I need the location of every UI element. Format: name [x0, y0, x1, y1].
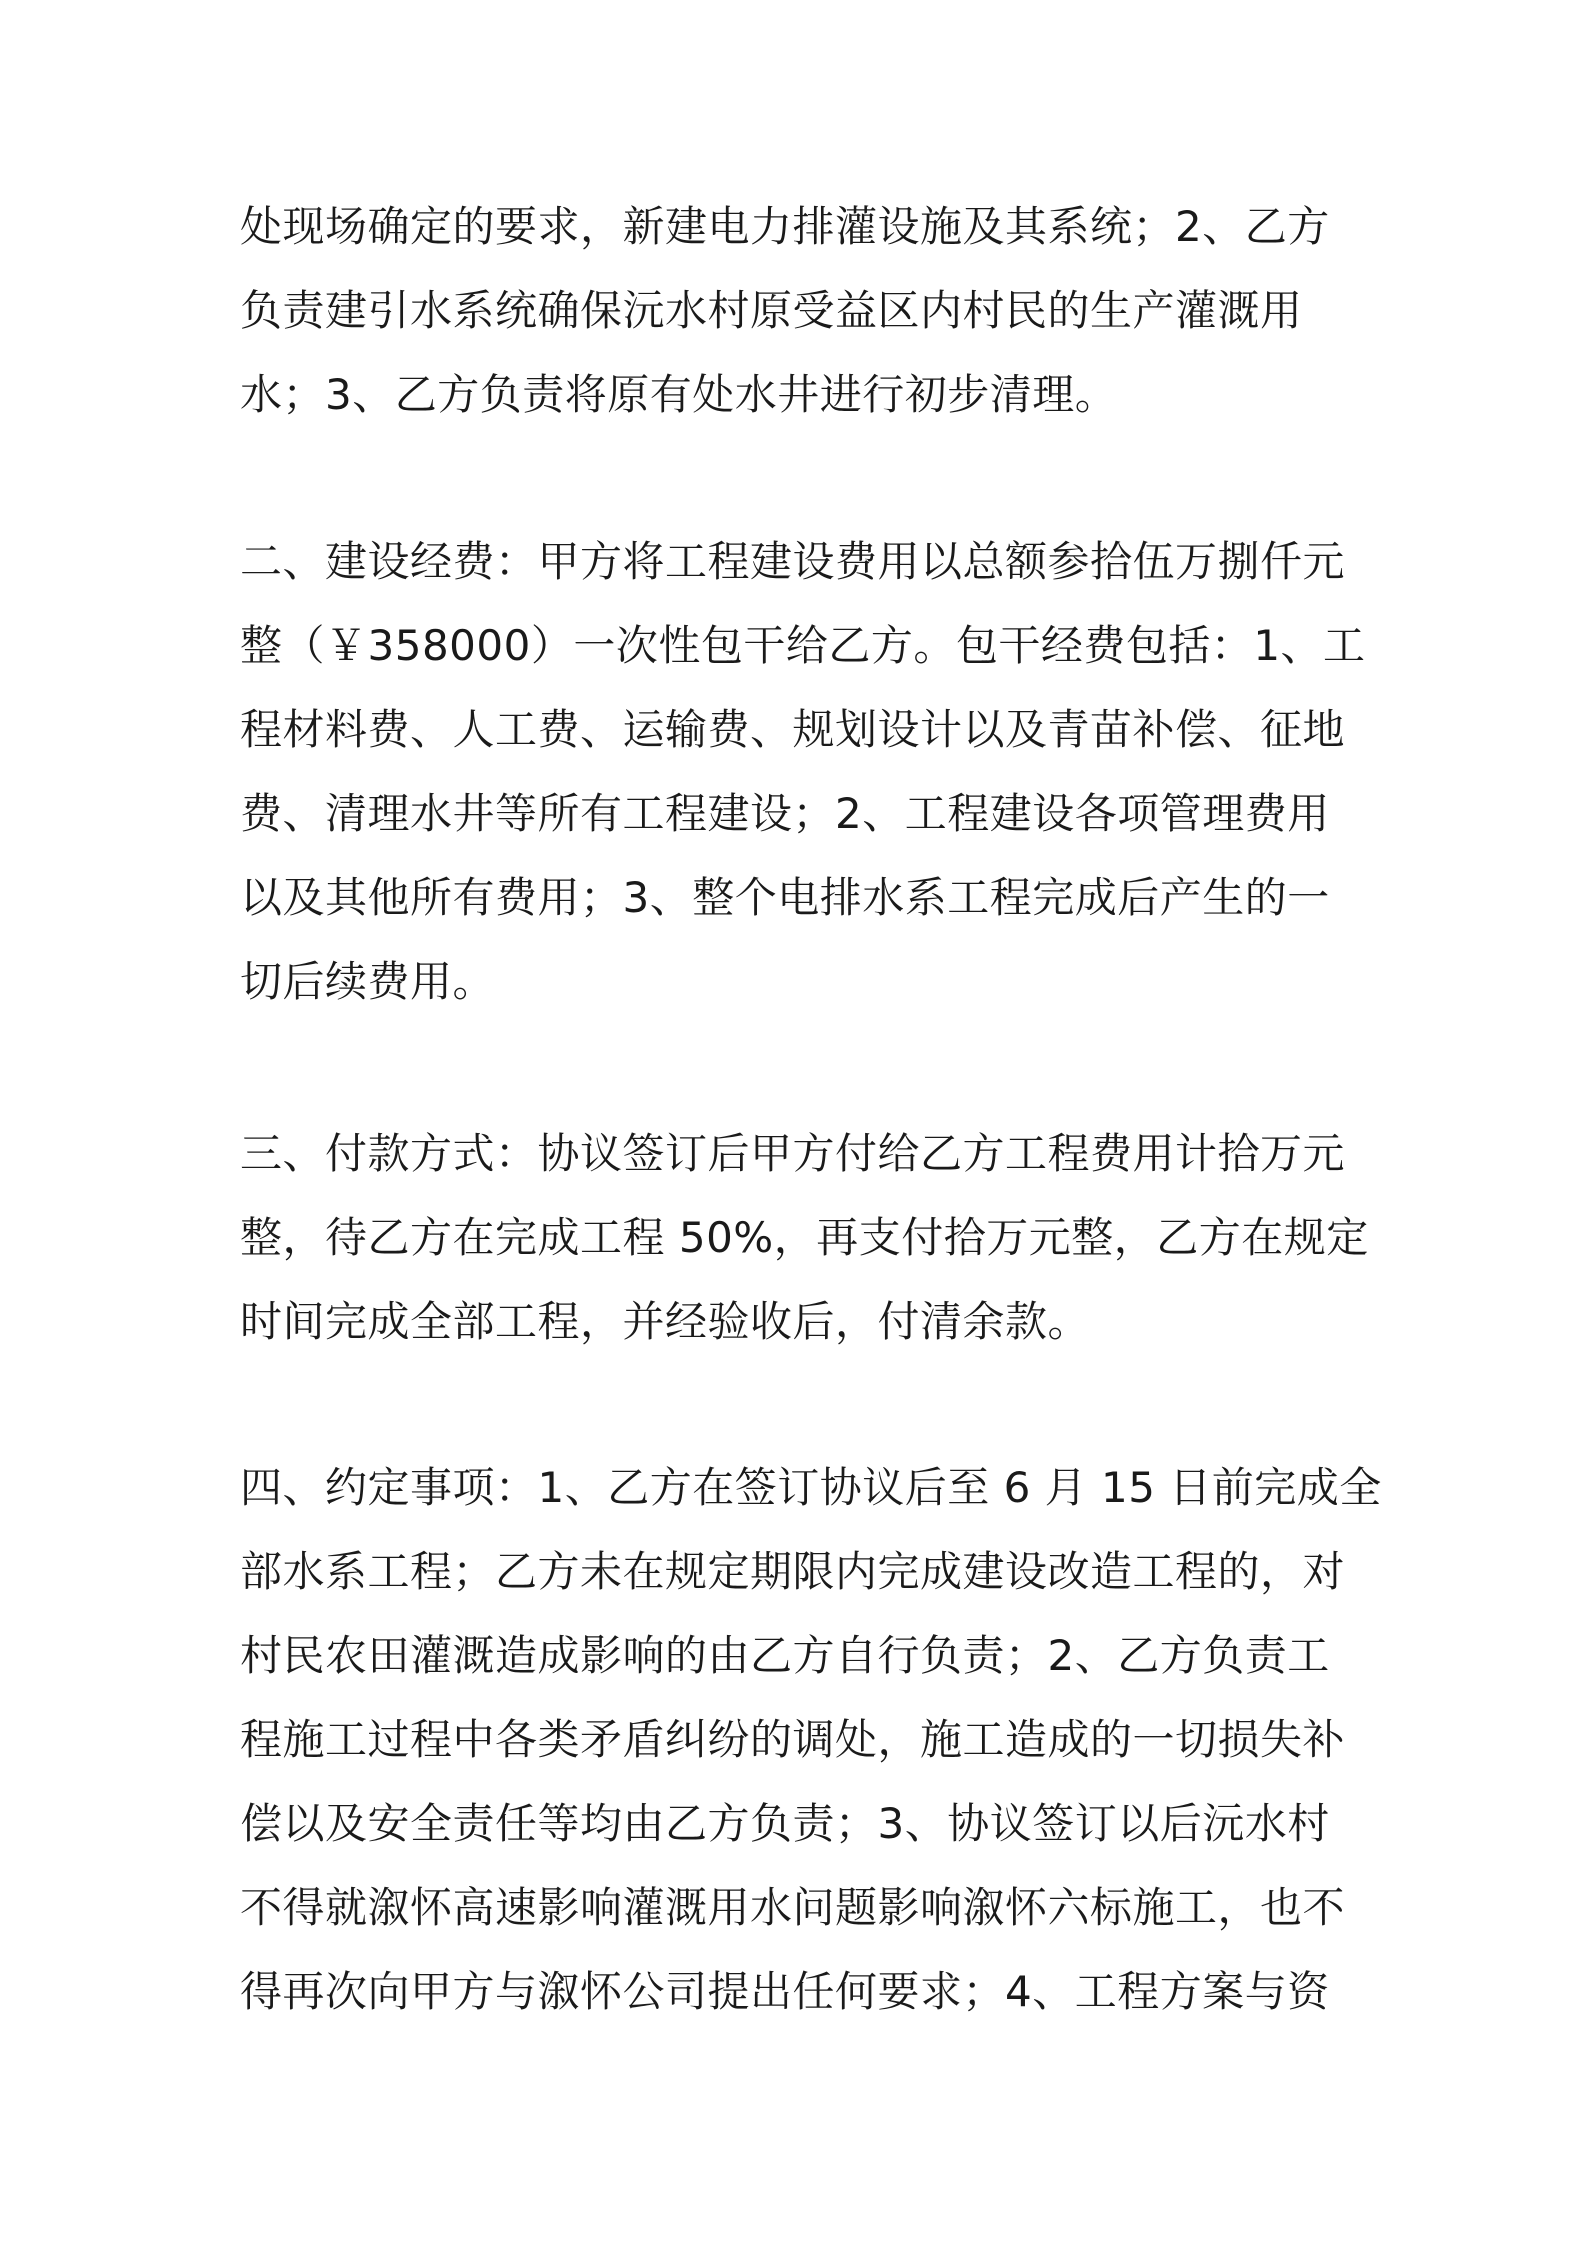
paragraph-line: 水；3、乙方负责将原有处水井进行初步清理。: [240, 370, 1118, 419]
paragraph-line: 以及其他所有费用；3、整个电排水系工程完成后产生的一: [240, 873, 1330, 922]
paragraph-payment-method: [240, 1112, 1369, 1364]
paragraph-line: 整（￥358000）一次性包干给乙方。包干经费包括：1、工: [240, 621, 1366, 670]
paragraph-construction-funds: [240, 520, 1366, 1024]
paragraph-line: 部水系工程；乙方未在规定期限内完成建设改造工程的，对: [240, 1547, 1346, 1596]
paragraph-line: 得再次向甲方与溆怀公司提出任何要求；4、工程方案与资: [240, 1967, 1330, 2016]
paragraph-line: 负责建引水系统确保沅水村原受益区内村民的生产灌溉用: [240, 286, 1303, 335]
paragraph-line: 切后续费用。: [240, 957, 496, 1006]
paragraph-line: 偿以及安全责任等均由乙方负责；3、协议签订以后沅水村: [240, 1799, 1330, 1848]
paragraph-line: 程施工过程中各类矛盾纠纷的调处，施工造成的一切损失补: [240, 1715, 1346, 1764]
paragraph-line: 不得就溆怀高速影响灌溉用水问题影响溆怀六标施工，也不: [240, 1883, 1346, 1932]
paragraph-line: 费、清理水井等所有工程建设；2、工程建设各项管理费用: [240, 789, 1330, 838]
paragraph-agreed-matters: [240, 1446, 1382, 2034]
paragraph-line: 村民农田灌溉造成影响的由乙方自行负责；2、乙方负责工: [240, 1631, 1330, 1680]
paragraph-line: 四、约定事项：1、乙方在签订协议后至 6 月 15 日前完成全: [240, 1463, 1382, 1512]
paragraph-line: 处现场确定的要求，新建电力排灌设施及其系统；2、乙方: [240, 202, 1330, 251]
paragraph-line: 二、建设经费：甲方将工程建设费用以总额参拾伍万捌仟元: [240, 537, 1346, 586]
paragraph-line: 整，待乙方在完成工程 50%，再支付拾万元整，乙方在规定: [240, 1213, 1369, 1262]
paragraph-line: 程材料费、人工费、运输费、规划设计以及青苗补偿、征地: [240, 705, 1346, 754]
paragraph-line: 三、付款方式：协议签订后甲方付给乙方工程费用计拾万元: [240, 1129, 1346, 1178]
paragraph-line: 时间完成全部工程，并经验收后，付清余款。: [240, 1297, 1091, 1346]
paragraph-project-scope: [240, 185, 1360, 437]
